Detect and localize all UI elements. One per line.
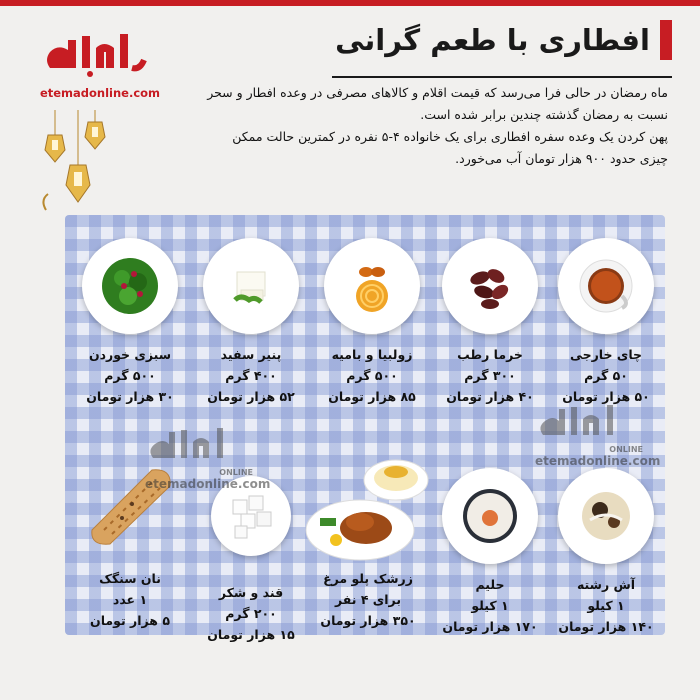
- item-price: ۱۴۰ هزار تومان: [558, 619, 654, 634]
- intro-line-4: چیزی حدود ۹۰۰ هزار تومان آب می‌خورد.: [455, 151, 668, 166]
- item-quantity: ۱ کیلو: [471, 598, 509, 613]
- item-chicken-rice: [300, 458, 436, 631]
- item-details: [432, 344, 548, 407]
- logo-url-text: etemadonline.com: [39, 86, 161, 100]
- item-name: زولبیا و بامیه: [331, 347, 413, 362]
- item-name: پنیر سفید: [220, 347, 282, 362]
- item-price: ۵۲ هزار تومان: [207, 389, 295, 404]
- plate: [442, 238, 538, 334]
- herbs-icon: [94, 250, 166, 322]
- dates-icon: [454, 250, 526, 322]
- watermark-logo-icon: [535, 405, 645, 441]
- intro-line-1: ماه رمضان در حالی فرا می‌رسد که قیمت اقلام و کالاهای مصرفی در وعده افطار و سحر: [207, 85, 668, 100]
- watermark-tag: ONLINE: [219, 468, 253, 477]
- item-herbs: [72, 238, 188, 407]
- item-details: [314, 344, 430, 407]
- item-name: سبزی خوردن: [88, 347, 172, 362]
- plate: [203, 238, 299, 334]
- page-title: افطاری با طعم گرانی: [335, 23, 650, 57]
- item-name: خرما رطب: [457, 347, 523, 362]
- item-tea: [548, 238, 664, 407]
- zoolbia-bamieh-icon: [336, 250, 408, 322]
- plate: [558, 468, 654, 564]
- item-name: قند و شکر: [218, 585, 284, 600]
- intro-line-2: نسبت به رمضان گذشته چندین برابر شده است.: [420, 107, 668, 122]
- item-price: ۳۵۰ هزار تومان: [320, 613, 416, 628]
- white-cheese-icon: [215, 250, 287, 322]
- intro-line-3: پهن کردن یک وعده سفره افطاری برای یک خانواده ۴-۵ نفره در کمترین حالت ممکن: [232, 129, 668, 144]
- etemad-logo-icon: [40, 30, 150, 78]
- item-details: [72, 568, 188, 631]
- watermark-right: [535, 405, 665, 468]
- item-quantity: ۵۰۰ گرم: [346, 368, 398, 383]
- haleem-icon: [454, 480, 526, 552]
- item-price: ۱۵ هزار تومان: [207, 627, 295, 642]
- lanterns-decoration-icon: [40, 110, 150, 220]
- item-name: نان سنگک: [99, 571, 161, 586]
- item-price: ۵۰ هزار تومان: [562, 389, 650, 404]
- title-accent-bar: [660, 20, 672, 60]
- item-name: چای خارجی: [569, 347, 643, 362]
- title-group: [335, 20, 672, 60]
- watermark-url: etemadonline.com: [535, 454, 661, 468]
- top-accent-bar: [0, 0, 700, 6]
- ash-reshteh-icon: [570, 480, 642, 552]
- item-haleem: [432, 468, 548, 637]
- plate: [324, 238, 420, 334]
- item-quantity: ۵۰۰ گرم: [104, 368, 156, 383]
- item-quantity: ۱ عدد: [112, 592, 148, 607]
- sugar-cubes-icon: [221, 486, 281, 546]
- tea-cup-icon: [570, 250, 642, 322]
- item-quantity: ۴۰۰ گرم: [225, 368, 277, 383]
- chicken-rice-icon: [300, 458, 436, 564]
- item-name: زرشک پلو مرغ: [323, 571, 413, 586]
- item-dates: [432, 238, 548, 407]
- item-price: ۸۵ هزار تومان: [328, 389, 416, 404]
- item-details: [72, 344, 188, 407]
- item-name: حلیم: [475, 577, 505, 592]
- intro-paragraph: [188, 82, 668, 170]
- item-zoolbia: [314, 238, 430, 407]
- item-quantity: ۳۰۰ گرم: [464, 368, 516, 383]
- plate: [558, 238, 654, 334]
- item-details: [432, 574, 548, 637]
- plate: [442, 468, 538, 564]
- item-details: [193, 582, 309, 645]
- item-ash: [548, 468, 664, 637]
- item-price: ۴۰ هزار تومان: [446, 389, 534, 404]
- item-details: [300, 568, 436, 631]
- item-price: ۱۷۰ هزار تومان: [442, 619, 538, 634]
- item-price: ۳۰ هزار تومان: [86, 389, 174, 404]
- item-sugar: [193, 468, 309, 645]
- item-quantity: ۱ کیلو: [587, 598, 625, 613]
- plate: [82, 238, 178, 334]
- title-underline: [332, 76, 672, 78]
- item-name: آش رشته: [576, 577, 636, 592]
- watermark-logo-icon: [145, 428, 255, 464]
- item-quantity: ۵۰ گرم: [584, 368, 628, 383]
- watermark-tag: ONLINE: [609, 445, 643, 454]
- item-cheese: [193, 238, 309, 407]
- item-quantity: ۲۰۰ گرم: [225, 606, 277, 621]
- item-quantity: برای ۴ نفر: [334, 592, 402, 607]
- watermark-url: etemadonline.com: [145, 477, 271, 491]
- watermark-left: [145, 428, 275, 491]
- item-details: [548, 344, 664, 407]
- brand-logo[interactable]: [30, 30, 170, 110]
- item-details: [193, 344, 309, 407]
- item-details: [548, 574, 664, 637]
- item-price: ۵ هزار تومان: [90, 613, 170, 628]
